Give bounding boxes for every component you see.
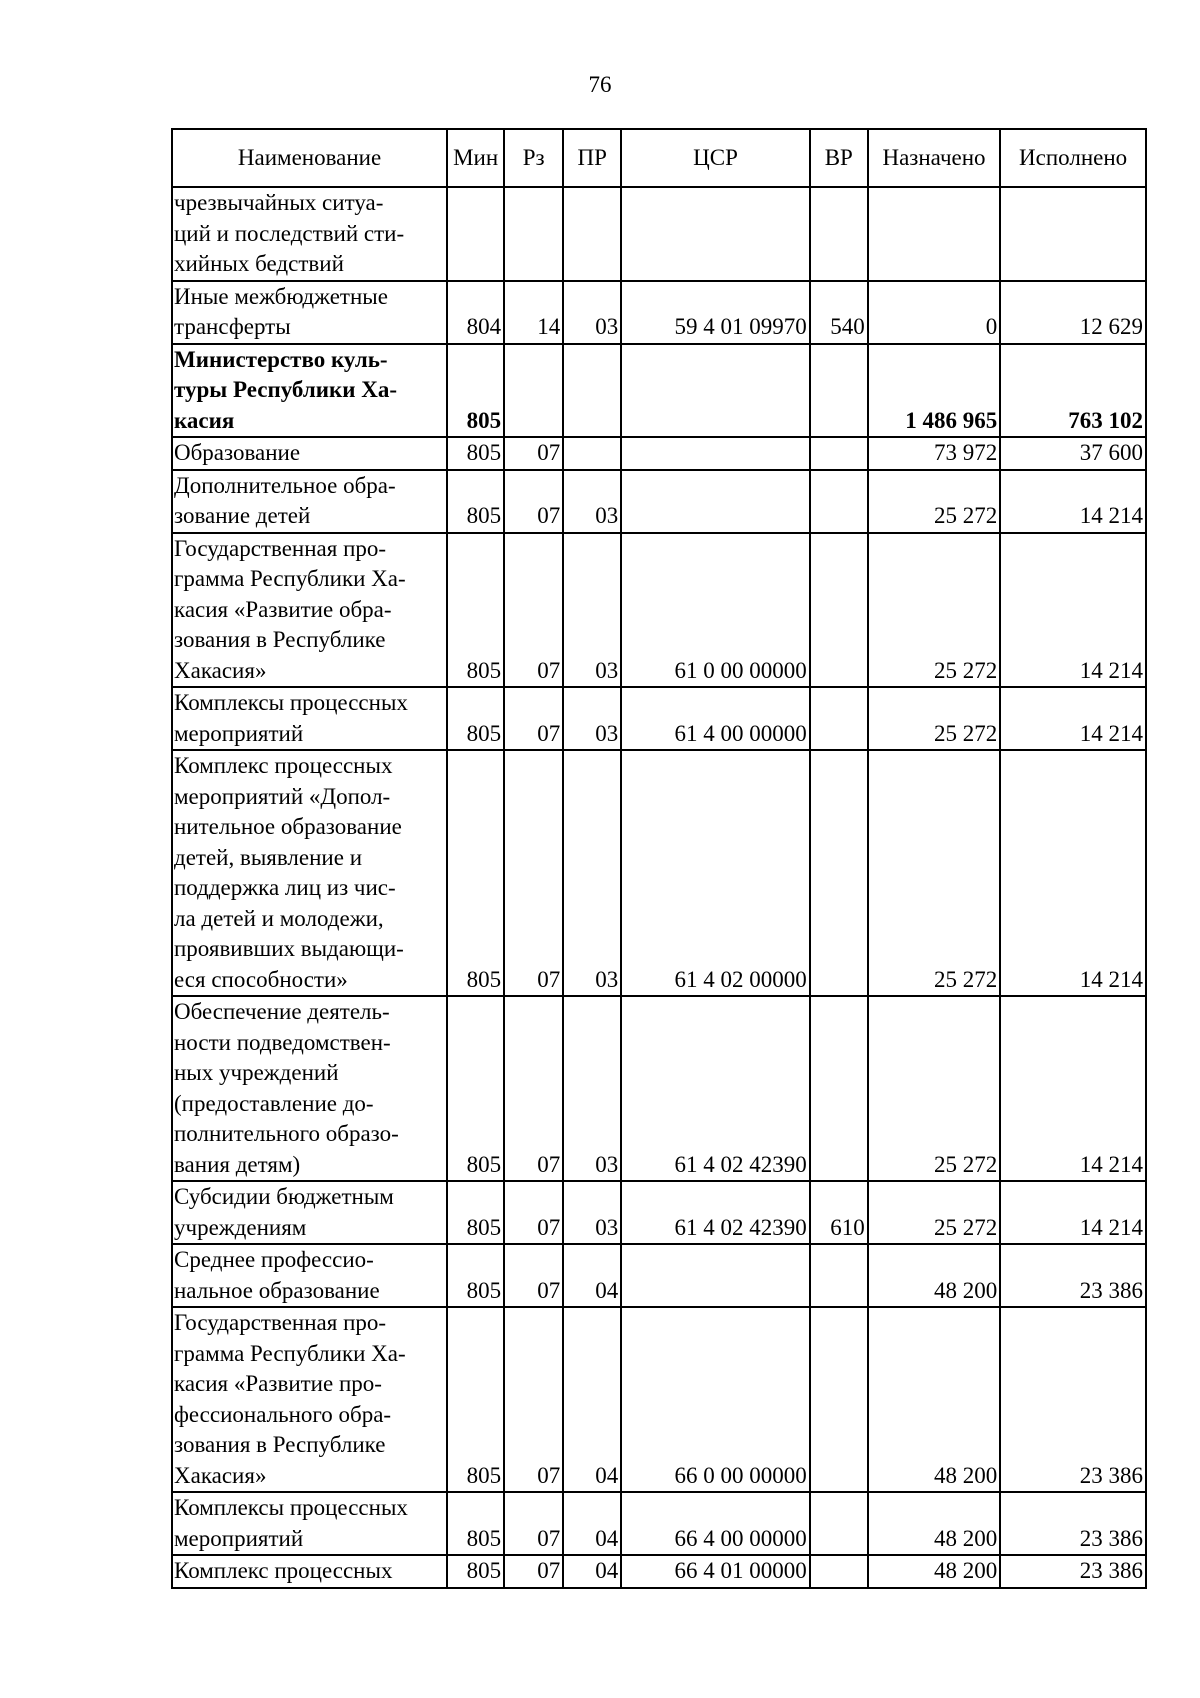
cell-name-line: Дополнительное обра- [174, 472, 396, 498]
cell-csr: 66 4 01 00000 [621, 1555, 809, 1588]
table-row [172, 687, 1146, 750]
cell-name-line: вания детям) [174, 1151, 301, 1177]
cell-rz [504, 344, 563, 438]
cell-name [172, 687, 447, 750]
cell-pr [563, 187, 621, 281]
cell-name-line: нальное образование [174, 1277, 380, 1303]
cell-pr: 04 [563, 1244, 621, 1307]
cell-name [172, 1181, 447, 1244]
cell-ispolneno: 14 214 [1000, 533, 1146, 688]
cell-vr [810, 470, 868, 533]
page-number: 76 [588, 72, 612, 97]
cell-name-line: Комплекс процессных [174, 753, 393, 778]
cell-min: 805 [447, 470, 504, 533]
cell-name-line: проявивших выдающи- [174, 936, 404, 961]
cell-ispolneno: 14 214 [1000, 996, 1146, 1181]
cell-csr: 66 0 00 00000 [621, 1307, 809, 1492]
cell-ispolneno: 763 102 [1000, 344, 1146, 438]
cell-name-line: мероприятий «Допол- [174, 783, 391, 809]
cell-vr [810, 437, 868, 470]
cell-rz: 07 [504, 996, 563, 1181]
cell-ispolneno [1000, 187, 1146, 281]
cell-name-line: Государственная про- [174, 535, 387, 561]
cell-naznacheno: 25 272 [868, 1181, 1000, 1244]
cell-naznacheno: 25 272 [868, 996, 1000, 1181]
cell-name-line: ности подведомствен- [174, 1029, 391, 1055]
cell-rz: 07 [504, 533, 563, 688]
cell-name-line: касия «Развитие про- [174, 1371, 382, 1396]
cell-naznacheno: 1 486 965 [868, 344, 1000, 438]
cell-vr [810, 750, 868, 996]
cell-rz: 07 [504, 1307, 563, 1492]
header-min: Мин [447, 129, 504, 187]
cell-name-line: полнительного образо- [174, 1121, 399, 1146]
cell-name-line: ций и последствий сти- [174, 220, 405, 246]
cell-csr [621, 344, 809, 438]
cell-name-line: детей, выявление и [174, 844, 362, 870]
cell-name [172, 1492, 447, 1555]
cell-name [172, 750, 447, 996]
cell-naznacheno: 25 272 [868, 470, 1000, 533]
table-row [172, 1555, 1146, 1588]
cell-name-line: касия «Развитие обра- [174, 596, 392, 622]
cell-name-line: зование детей [174, 503, 311, 528]
cell-csr [621, 470, 809, 533]
cell-vr [810, 187, 868, 281]
cell-ispolneno: 37 600 [1000, 437, 1146, 470]
cell-min: 805 [447, 1492, 504, 1555]
header-rz: Рз [504, 129, 563, 187]
cell-pr: 03 [563, 470, 621, 533]
cell-pr: 04 [563, 1555, 621, 1588]
cell-name-line: Хакасия» [174, 657, 267, 683]
cell-vr [810, 996, 868, 1181]
cell-name-line: мероприятий [174, 720, 304, 746]
cell-min: 804 [447, 281, 504, 344]
cell-min: 805 [447, 996, 504, 1181]
cell-name-line: Обеспечение деятель- [174, 999, 390, 1024]
cell-name-line: Образование [174, 440, 301, 465]
cell-csr: 61 0 00 00000 [621, 533, 809, 688]
table-row [172, 281, 1146, 344]
cell-vr [810, 687, 868, 750]
cell-vr [810, 1244, 868, 1307]
cell-csr: 61 4 02 42390 [621, 1181, 809, 1244]
cell-naznacheno: 48 200 [868, 1555, 1000, 1588]
cell-ispolneno: 14 214 [1000, 470, 1146, 533]
cell-naznacheno: 48 200 [868, 1244, 1000, 1307]
cell-name [172, 996, 447, 1181]
cell-name-line: нительное образование [174, 814, 402, 839]
table-row [172, 750, 1146, 996]
cell-name-line: туры Республики Ха- [174, 377, 397, 402]
cell-vr [810, 344, 868, 438]
cell-naznacheno: 48 200 [868, 1492, 1000, 1555]
cell-name [172, 344, 447, 438]
cell-rz: 07 [504, 437, 563, 470]
cell-name-line: мероприятий [174, 1525, 304, 1551]
table-row [172, 1244, 1146, 1307]
cell-pr: 03 [563, 1181, 621, 1244]
cell-rz: 07 [504, 470, 563, 533]
cell-pr: 03 [563, 996, 621, 1181]
cell-name-line: Субсидии бюджетным [174, 1184, 394, 1209]
cell-naznacheno: 0 [868, 281, 1000, 344]
cell-name [172, 533, 447, 688]
cell-rz: 07 [504, 1492, 563, 1555]
cell-rz: 07 [504, 750, 563, 996]
cell-vr: 540 [810, 281, 868, 344]
cell-pr [563, 344, 621, 438]
cell-min [447, 187, 504, 281]
cell-name-line: Среднее профессио- [174, 1247, 374, 1272]
cell-ispolneno: 23 386 [1000, 1307, 1146, 1492]
cell-vr [810, 533, 868, 688]
cell-name-line: Министерство куль- [174, 346, 388, 372]
table-row [172, 996, 1146, 1181]
cell-pr [563, 437, 621, 470]
cell-csr: 59 4 01 09970 [621, 281, 809, 344]
cell-ispolneno: 23 386 [1000, 1244, 1146, 1307]
cell-pr: 03 [563, 687, 621, 750]
cell-name [172, 437, 447, 470]
cell-name-line: Хакасия» [174, 1462, 267, 1488]
header-ispolneno: Исполнено [1000, 129, 1146, 187]
header-vr: ВР [810, 129, 868, 187]
cell-csr [621, 187, 809, 281]
cell-name-line: ла детей и молодежи, [174, 905, 384, 931]
cell-name-line: касия [174, 407, 235, 433]
cell-vr [810, 1555, 868, 1588]
cell-name-line: зования в Республике [174, 627, 386, 652]
cell-name-line: еся способности» [174, 966, 348, 992]
table-row [172, 437, 1146, 470]
cell-name-line: (предоставление до- [174, 1090, 374, 1116]
table-row [172, 1492, 1146, 1555]
cell-name-line: Иные межбюджетные [174, 283, 388, 309]
table-row [172, 470, 1146, 533]
cell-name-line: Комплекс процессных [174, 1558, 393, 1583]
cell-csr [621, 1244, 809, 1307]
cell-min: 805 [447, 344, 504, 438]
cell-name [172, 187, 447, 281]
table-row [172, 533, 1146, 688]
table-row [172, 187, 1146, 281]
cell-csr [621, 437, 809, 470]
header-pr: ПР [563, 129, 621, 187]
cell-min: 805 [447, 437, 504, 470]
cell-pr: 03 [563, 533, 621, 688]
cell-name-line: Комплексы процессных [174, 1495, 408, 1520]
cell-ispolneno: 12 629 [1000, 281, 1146, 344]
cell-min: 805 [447, 750, 504, 996]
cell-naznacheno: 73 972 [868, 437, 1000, 470]
cell-vr [810, 1492, 868, 1555]
cell-pr: 03 [563, 750, 621, 996]
cell-name [172, 470, 447, 533]
cell-name-line: хийных бедствий [174, 251, 344, 276]
cell-rz [504, 187, 563, 281]
cell-ispolneno: 23 386 [1000, 1555, 1146, 1588]
header-name: Наименование [172, 129, 447, 187]
cell-min: 805 [447, 1307, 504, 1492]
table-header-row [172, 129, 1146, 187]
cell-name-line: грамма Республики Ха- [174, 566, 406, 591]
table-body [172, 187, 1146, 1588]
cell-name-line: зования в Республике [174, 1432, 386, 1457]
cell-name-line: грамма Республики Ха- [174, 1340, 406, 1366]
cell-name [172, 1307, 447, 1492]
cell-pr: 03 [563, 281, 621, 344]
cell-min: 805 [447, 533, 504, 688]
header-naznacheno: Назначено [868, 129, 1000, 187]
cell-min: 805 [447, 687, 504, 750]
cell-min: 805 [447, 1244, 504, 1307]
cell-name-line: ных учреждений [174, 1060, 339, 1085]
cell-ispolneno: 14 214 [1000, 1181, 1146, 1244]
budget-table [171, 128, 1147, 1589]
cell-pr: 04 [563, 1492, 621, 1555]
cell-ispolneno: 23 386 [1000, 1492, 1146, 1555]
table-row [172, 1307, 1146, 1492]
cell-name [172, 1555, 447, 1588]
cell-ispolneno: 14 214 [1000, 750, 1146, 996]
cell-rz: 14 [504, 281, 563, 344]
cell-name-line: поддержка лиц из чис- [174, 875, 396, 900]
cell-name [172, 1244, 447, 1307]
cell-ispolneno: 14 214 [1000, 687, 1146, 750]
cell-pr: 04 [563, 1307, 621, 1492]
header-csr: ЦСР [621, 129, 809, 187]
table-row [172, 1181, 1146, 1244]
cell-name-line: Комплексы процессных [174, 690, 408, 715]
cell-vr [810, 1307, 868, 1492]
cell-rz: 07 [504, 687, 563, 750]
cell-name-line: фессионального обра- [174, 1401, 392, 1427]
cell-csr: 66 4 00 00000 [621, 1492, 809, 1555]
cell-csr: 61 4 00 00000 [621, 687, 809, 750]
cell-name-line: чрезвычайных ситуа- [174, 190, 384, 215]
cell-csr: 61 4 02 42390 [621, 996, 809, 1181]
cell-rz: 07 [504, 1181, 563, 1244]
cell-csr: 61 4 02 00000 [621, 750, 809, 996]
cell-name-line: трансферты [174, 314, 291, 339]
cell-min: 805 [447, 1181, 504, 1244]
cell-naznacheno: 25 272 [868, 750, 1000, 996]
table-row [172, 344, 1146, 438]
cell-rz: 07 [504, 1555, 563, 1588]
cell-naznacheno: 25 272 [868, 687, 1000, 750]
cell-naznacheno: 48 200 [868, 1307, 1000, 1492]
cell-min: 805 [447, 1555, 504, 1588]
cell-rz: 07 [504, 1244, 563, 1307]
cell-name [172, 281, 447, 344]
cell-name-line: учреждениям [174, 1214, 307, 1240]
cell-name-line: Государственная про- [174, 1310, 387, 1335]
cell-vr: 610 [810, 1181, 868, 1244]
cell-naznacheno: 25 272 [868, 533, 1000, 688]
cell-naznacheno [868, 187, 1000, 281]
